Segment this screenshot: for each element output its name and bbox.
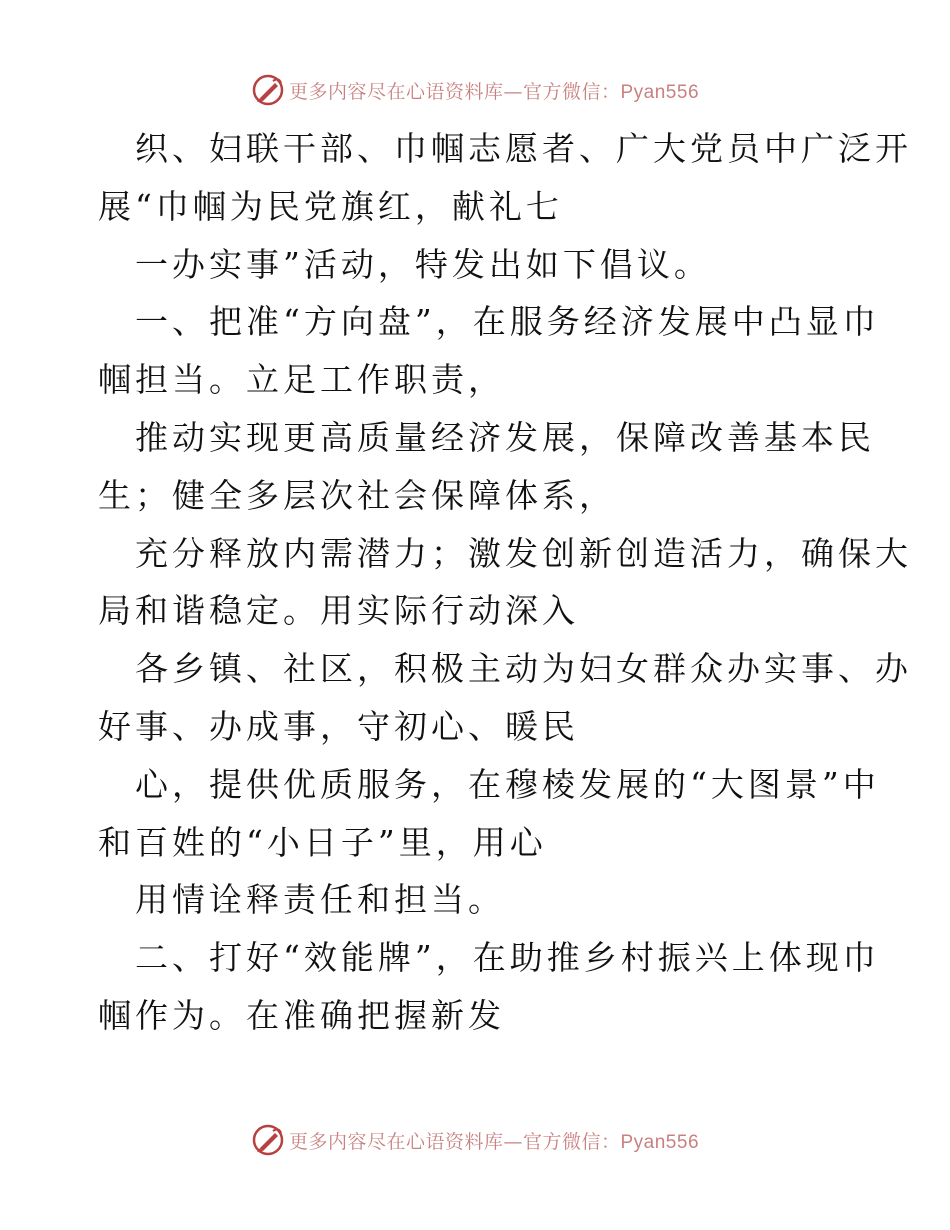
header-banner-text: 更多内容尽在心语资料库—官方微信：Pyan556 [288, 80, 700, 103]
text-line: 各乡镇、社区，积极主动为妇女群众办实事、办 [135, 649, 912, 689]
text-line: 用情诠释责任和担当。 [135, 880, 505, 920]
text-line: 帼担当。立足工作职责， [98, 360, 505, 400]
header-wechat-id: Pyan556 [620, 81, 700, 103]
pen-logo-icon [251, 73, 285, 107]
text-line: 二、打好“效能牌”，在助推乡村振兴上体现巾 [135, 938, 880, 978]
text-line: 一、把准“方向盘”，在服务经济发展中凸显巾 [135, 302, 880, 342]
text-line: 推动实现更高质量经济发展，保障改善基本民 [135, 417, 875, 457]
pen-logo-icon [251, 1123, 285, 1157]
text-line: 织、妇联干部、巾帼志愿者、广大党员中广泛开 [135, 129, 912, 168]
text-line: 局和谐稳定。用实际行动深入 [98, 591, 579, 631]
footer-banner-text: 更多内容尽在心语资料库—官方微信：Pyan556 [288, 1130, 700, 1153]
text-line: 帼作为。在准确把握新发 [98, 995, 505, 1035]
footer-banner [0, 1120, 950, 1160]
text-line: 心，提供优质服务，在穆棱发展的“大图景”中 [135, 764, 880, 804]
footer-wechat-id: Pyan556 [620, 1131, 700, 1153]
text-line: 好事、办成事，守初心、暖民 [98, 706, 579, 746]
header-banner [0, 70, 950, 110]
text-line: 生；健全多层次社会保障体系， [98, 475, 616, 515]
text-line: 一办实事”活动，特发出如下倡议。 [135, 244, 711, 284]
text-line: 展“巾帼为民党旗红，献礼七 [98, 186, 563, 226]
document-body [98, 120, 912, 1045]
text-line: 充分释放内需潜力；激发创新创造活力，确保大 [135, 533, 912, 573]
text-line: 和百姓的“小日子”里，用心 [98, 822, 547, 862]
